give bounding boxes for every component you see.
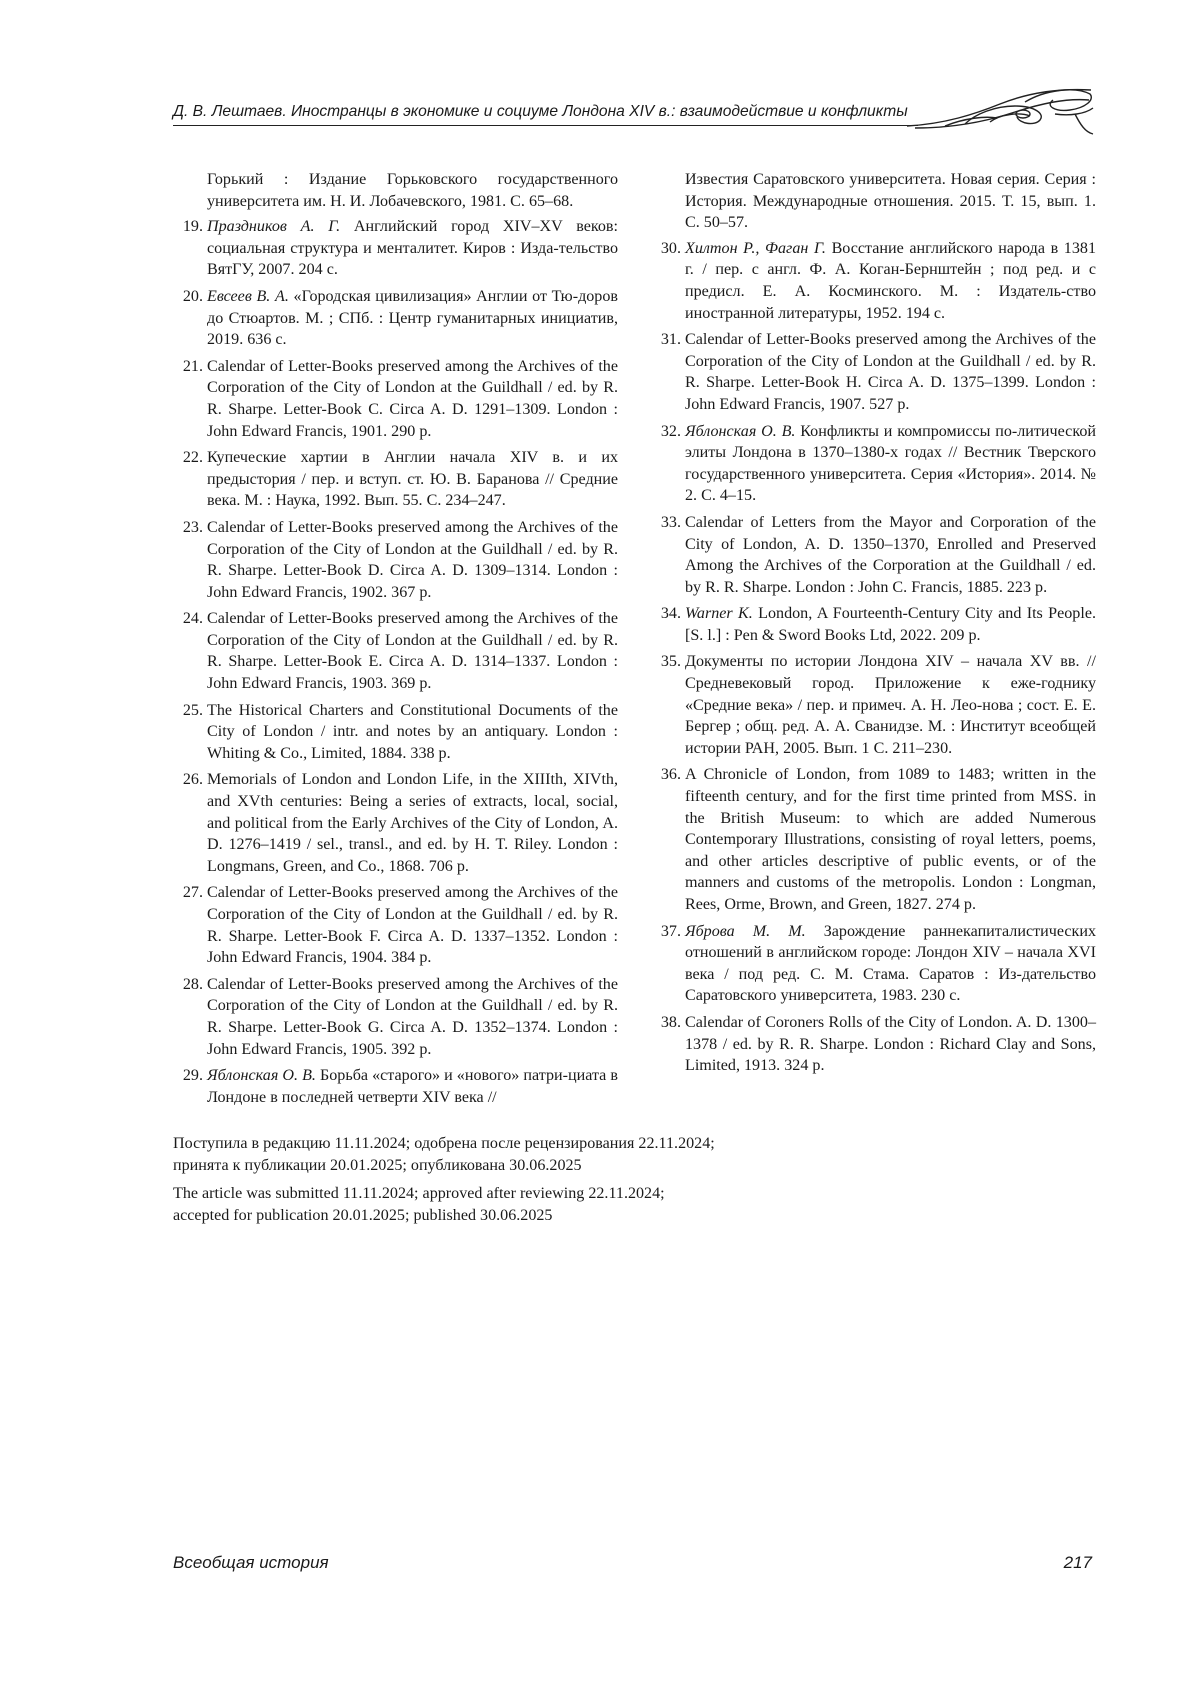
reference-number: 20. — [174, 286, 203, 308]
reference-item — [174, 286, 618, 351]
reference-item — [652, 651, 1096, 759]
reference-item — [174, 974, 618, 1060]
reference-item — [174, 769, 618, 877]
page-number: 217 — [1040, 1553, 1092, 1573]
reference-text: Горький : Издание Горьковского государственного университета им. Н. И. Лобачевского, 1981. С. 65–68. — [207, 171, 618, 210]
reference-item — [652, 512, 1096, 598]
reference-item — [652, 1012, 1096, 1077]
reference-text: Calendar of Coroners Rolls of the City of London. A. D. 1300–1378 / ed. by R. R. Sharpe. London : Richard Clay and Sons, Limited, 1913. 324 p. — [685, 1014, 1096, 1074]
reference-author: Яблонская О. В. — [207, 1067, 316, 1084]
reference-author: Праздников А. Г. — [207, 218, 340, 235]
reference-text: Memorials of London and London Life, in the XIIIth, XIVth, and XVth centuries: Being a series of extracts, local, social, and political from the Early Archives of the City of London, A. D. 1276–1419 / sel., transl., and ed. by H. T. Riley. London : Longmans, Green, and Co., 1868. 706 p. — [207, 771, 618, 874]
reference-text: Calendar of Letter-Books preserved among the Archives of the Corporation of the City of London at the Guildhall / ed. by R. R. Sharpe. Letter-Book E. Circa A. D. 1314–1337. London : John Edward Francis, 1903. 369 p. — [207, 610, 618, 692]
reference-item — [174, 356, 618, 442]
reference-text: Calendar of Letters from the Mayor and Corporation of the City of London, A. D. 1350–1370, Enrolled and Preserved Among the Archives of the Corporation at the Guildhall / ed. by R. R. Sharpe. London : John C. Francis, 1885. 223 p. — [685, 514, 1096, 596]
reference-continuation — [652, 169, 1096, 234]
reference-text: Calendar of Letter-Books preserved among the Archives of the Corporation of the City of London at the Guildhall / ed. by R. R. Sharpe. Letter-Book H. Circa A. D. 1375–1399. London : John Edward Francis, 1907. 527 p. — [685, 331, 1096, 413]
reference-number: 26. — [174, 769, 203, 791]
reference-text: Calendar of Letter-Books preserved among the Archives of the Corporation of the City of London at the Guildhall / ed. by R. R. Sharpe. Letter-Book D. Circa A. D. 1309–1314. London : John Edward Francis, 1902. 367 p. — [207, 519, 618, 601]
submission-dates-en — [173, 1183, 873, 1226]
reference-author: Яблонская О. В. — [685, 423, 795, 440]
reference-number: 38. — [652, 1012, 681, 1034]
reference-text: The Historical Charters and Constitutional Documents of the City of London / intr. and notes by an antiquary. London : Whiting & Co., Limited, 1884. 338 p. — [207, 702, 618, 762]
reference-number: 29. — [174, 1065, 203, 1087]
reference-number: 36. — [652, 764, 681, 786]
reference-number: 25. — [174, 700, 203, 722]
reference-text: Calendar of Letter-Books preserved among the Archives of the Corporation of the City of London at the Guildhall / ed. by R. R. Sharpe. Letter-Book C. Circa A. D. 1291–1309. London : John Edward Francis, 1901. 290 p. — [207, 358, 618, 440]
reference-item — [174, 1065, 618, 1108]
reference-item — [652, 238, 1096, 324]
reference-number: 35. — [652, 651, 681, 673]
submission-dates-ru — [173, 1133, 873, 1176]
reference-number: 31. — [652, 329, 681, 351]
reference-number: 24. — [174, 608, 203, 630]
reference-author: Яброва М. М. — [685, 923, 806, 940]
reference-item — [652, 421, 1096, 507]
references-left-column — [174, 169, 618, 1113]
reference-text: Зарождение раннекапиталистических отношений в английском городе: Лондон XIV – начала XVI века / под ред. С. М. Стама. Саратов : Из-дательство Саратовского университета, 1983. 230 с. — [685, 923, 1096, 1005]
reference-number: 22. — [174, 447, 203, 469]
reference-number: 32. — [652, 421, 681, 443]
header-rule — [173, 125, 918, 126]
journal-name: Всеобщая история — [173, 1553, 329, 1573]
reference-text: Документы по истории Лондона XIV – начала XV вв. // Средневековый город. Приложение к еже-годнику «Средние века» / пер. и примеч. А. Н. Лео-нова ; сост. Е. Е. Бергер ; общ. ред. А. А. Сванидзе. М. : Институт всеобщей истории РАН, 2005. Вып. 1 С. 211–230. — [685, 653, 1096, 756]
art-nouveau-ornament-icon — [905, 84, 1095, 140]
reference-number: 19. — [174, 216, 203, 238]
reference-item — [174, 517, 618, 603]
reference-item — [174, 882, 618, 968]
reference-number: 23. — [174, 517, 203, 539]
references-right-column — [652, 169, 1096, 1082]
reference-text: Конфликты и компромиссы по-литической элиты Лондона в 1370–1380-х годах // Вестник Тверского государственного университета. Серия «История». 2014. № 2. С. 4–15. — [685, 423, 1096, 505]
reference-text: Восстание английского народа в 1381 г. / пер. с англ. Ф. А. Коган-Бернштейн ; под ред. и с предисл. Е. А. Косминского. М. : Издатель-ство иностранной литературы, 1952. 194 с. — [685, 240, 1096, 322]
reference-text: Английский город XIV–XV веков: социальная структура и менталитет. Киров : Изда-тельство ВятГУ, 2007. 204 с. — [207, 218, 618, 278]
dates-line: Поступила в редакцию 11.11.2024; одобрена после рецензирования 22.11.2024; — [173, 1133, 873, 1155]
reference-text: Calendar of Letter-Books preserved among the Archives of the Corporation of the City of London at the Guildhall / ed. by R. R. Sharpe. Letter-Book G. Circa A. D. 1352–1374. London : John Edward Francis, 1905. 392 p. — [207, 976, 618, 1058]
reference-number: 37. — [652, 921, 681, 943]
reference-item — [652, 329, 1096, 415]
reference-number: 34. — [652, 603, 681, 625]
reference-author: Евсеев В. А. — [207, 288, 289, 305]
reference-number: 21. — [174, 356, 203, 378]
reference-item — [174, 608, 618, 694]
reference-number: 28. — [174, 974, 203, 996]
reference-author: Warner K. — [685, 605, 753, 622]
reference-text: Calendar of Letter-Books preserved among the Archives of the Corporation of the City of London at the Guildhall / ed. by R. R. Sharpe. Letter-Book F. Circa A. D. 1337–1352. London : John Edward Francis, 1904. 384 p. — [207, 884, 618, 966]
reference-text: London, A Fourteenth-Century City and Its People. [S. l.] : Pen & Sword Books Ltd, 2022. 209 p. — [685, 605, 1096, 644]
reference-text: A Chronicle of London, from 1089 to 1483; written in the fifteenth century, and for the first time printed from MSS. in the British Museum: to which are added Numerous Contemporary Illustrations, consisting of royal letters, poems, and other articles descriptive of public events, or of the manners and customs of the metropolis. London : Longman, Rees, Orme, Brown, and Green, 1827. 274 p. — [685, 766, 1096, 913]
reference-item — [174, 447, 618, 512]
reference-item — [652, 921, 1096, 1007]
reference-text: Купеческие хартии в Англии начала XIV в. и их предыстория / пер. и вступ. ст. Ю. В. Баранова // Средние века. М. : Наука, 1992. Вып. 55. С. 234–247. — [207, 449, 618, 509]
reference-text: «Городская цивилизация» Англии от Тю-доров до Стюартов. М. ; СПб. : Центр гуманитарных инициатив, 2019. 636 с. — [207, 288, 618, 348]
dates-line: принята к публикации 20.01.2025; опубликована 30.06.2025 — [173, 1155, 873, 1177]
reference-text: Известия Саратовского университета. Новая серия. Серия : История. Международные отношения. 2015. Т. 15, вып. 1. С. 50–57. — [685, 171, 1096, 231]
reference-number: 33. — [652, 512, 681, 534]
running-title: Д. В. Лештаев. Иностранцы в экономике и социуме Лондона XIV в.: взаимодействие и конфликты — [173, 103, 908, 121]
reference-continuation — [174, 169, 618, 212]
dates-line: accepted for publication 20.01.2025; published 30.06.2025 — [173, 1205, 873, 1227]
reference-item — [174, 700, 618, 765]
reference-author: Хилтон Р., Фаган Г. — [685, 240, 826, 257]
dates-line: The article was submitted 11.11.2024; approved after reviewing 22.11.2024; — [173, 1183, 873, 1205]
reference-item — [652, 603, 1096, 646]
reference-item — [174, 216, 618, 281]
reference-text: Борьба «старого» и «нового» патри-циата в Лондоне в последней четверти XIV века // — [207, 1067, 618, 1106]
reference-number: 30. — [652, 238, 681, 260]
reference-number: 27. — [174, 882, 203, 904]
reference-item — [652, 764, 1096, 915]
